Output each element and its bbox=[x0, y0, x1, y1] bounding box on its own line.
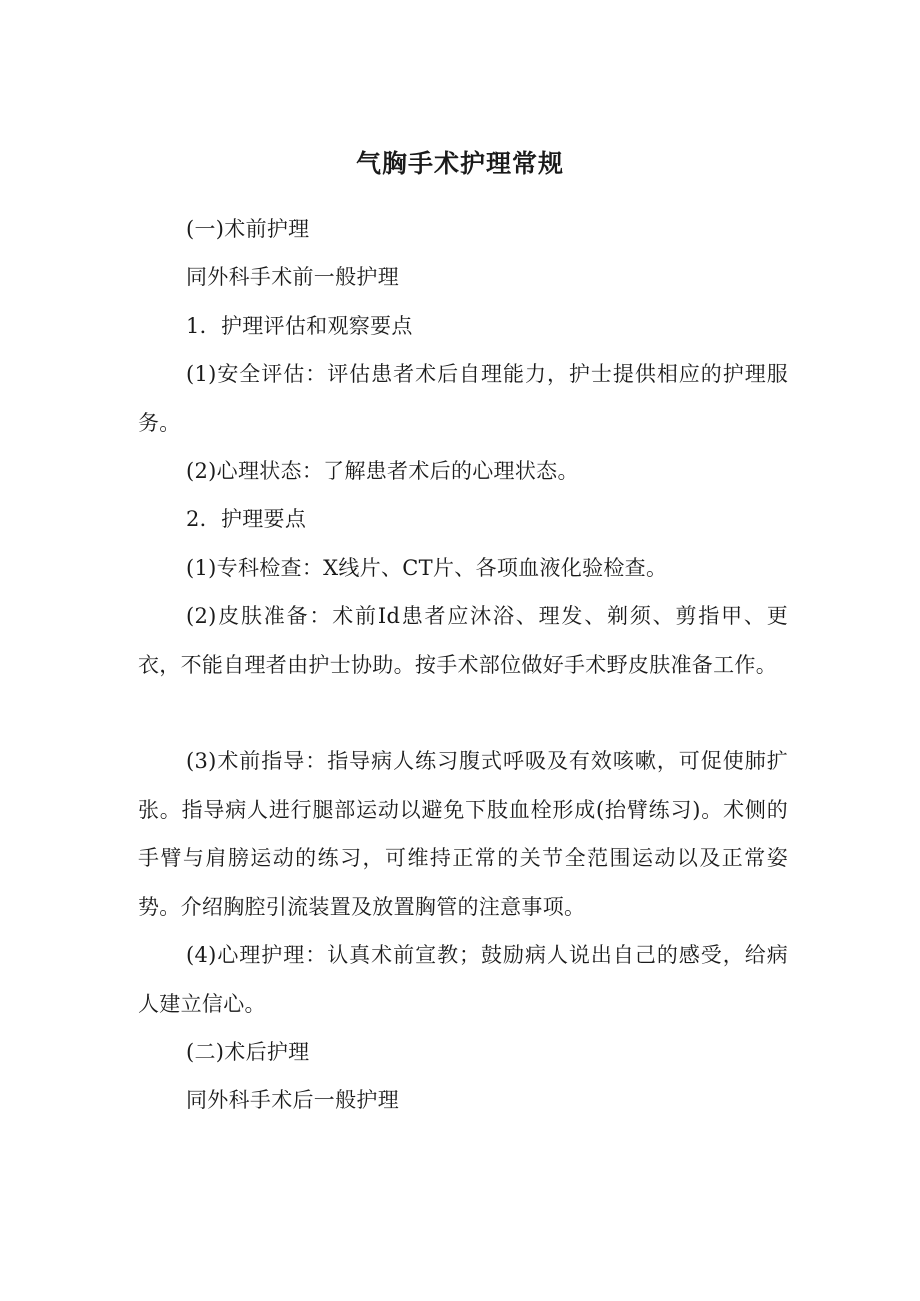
paragraph-special-exam bbox=[138, 544, 788, 593]
paragraph-text: (一)术前护理 bbox=[186, 217, 310, 241]
paragraph-text: (4)心理护理：认真术前宣教；鼓励病人说出自己的感受，给病人建立信心。 bbox=[138, 943, 788, 1016]
section-heading-postop bbox=[138, 1028, 788, 1077]
paragraph-psych-care bbox=[138, 931, 788, 1028]
subheading-assessment bbox=[138, 302, 788, 351]
paragraph-text: 1．护理评估和观察要点 bbox=[186, 314, 413, 338]
paragraph-text: (2)皮肤准备：术前Id患者应沐浴、理发、剃须、剪指甲、更衣，不能自理者由护士协助。按手术部位做好手术野皮肤准备工作。 bbox=[138, 604, 788, 677]
paragraph-skin-prep bbox=[138, 592, 788, 689]
paragraph-psych-state bbox=[138, 447, 788, 496]
paragraph-text: 2．护理要点 bbox=[186, 507, 307, 531]
section-heading-preop bbox=[138, 205, 788, 254]
paragraph-text: (3)术前指导：指导病人练习腹式呼吸及有效咳嗽，可促使肺扩张。指导病人进行腿部运动以避免下肢血栓形成(抬臂练习)。术侧的手臂与肩膀运动的练习，可维持正常的关节全范围运动以及正常姿势。介绍胸腔引流装置及放置胸管的注意事项。 bbox=[138, 749, 788, 919]
paragraph-text: 同外科手术前一般护理 bbox=[186, 265, 399, 289]
paragraph-general-postop bbox=[138, 1076, 788, 1125]
paragraph-text: (二)术后护理 bbox=[186, 1040, 310, 1064]
subheading-care-points bbox=[138, 495, 788, 544]
paragraph-safety-assessment bbox=[138, 350, 788, 447]
paragraph-text: 同外科手术后一般护理 bbox=[186, 1088, 399, 1112]
paragraph-text: (1)安全评估：评估患者术后自理能力，护士提供相应的护理服务。 bbox=[138, 362, 788, 435]
paragraph-text: (1)专科检查：X线片、CT片、各项血液化验检查。 bbox=[186, 556, 668, 580]
paragraph-text: (2)心理状态：了解患者术后的心理状态。 bbox=[186, 459, 579, 483]
paragraph-general-preop bbox=[138, 253, 788, 302]
document-title: 气胸手术护理常规 bbox=[355, 149, 564, 178]
paragraph-preop-guidance bbox=[138, 737, 788, 931]
